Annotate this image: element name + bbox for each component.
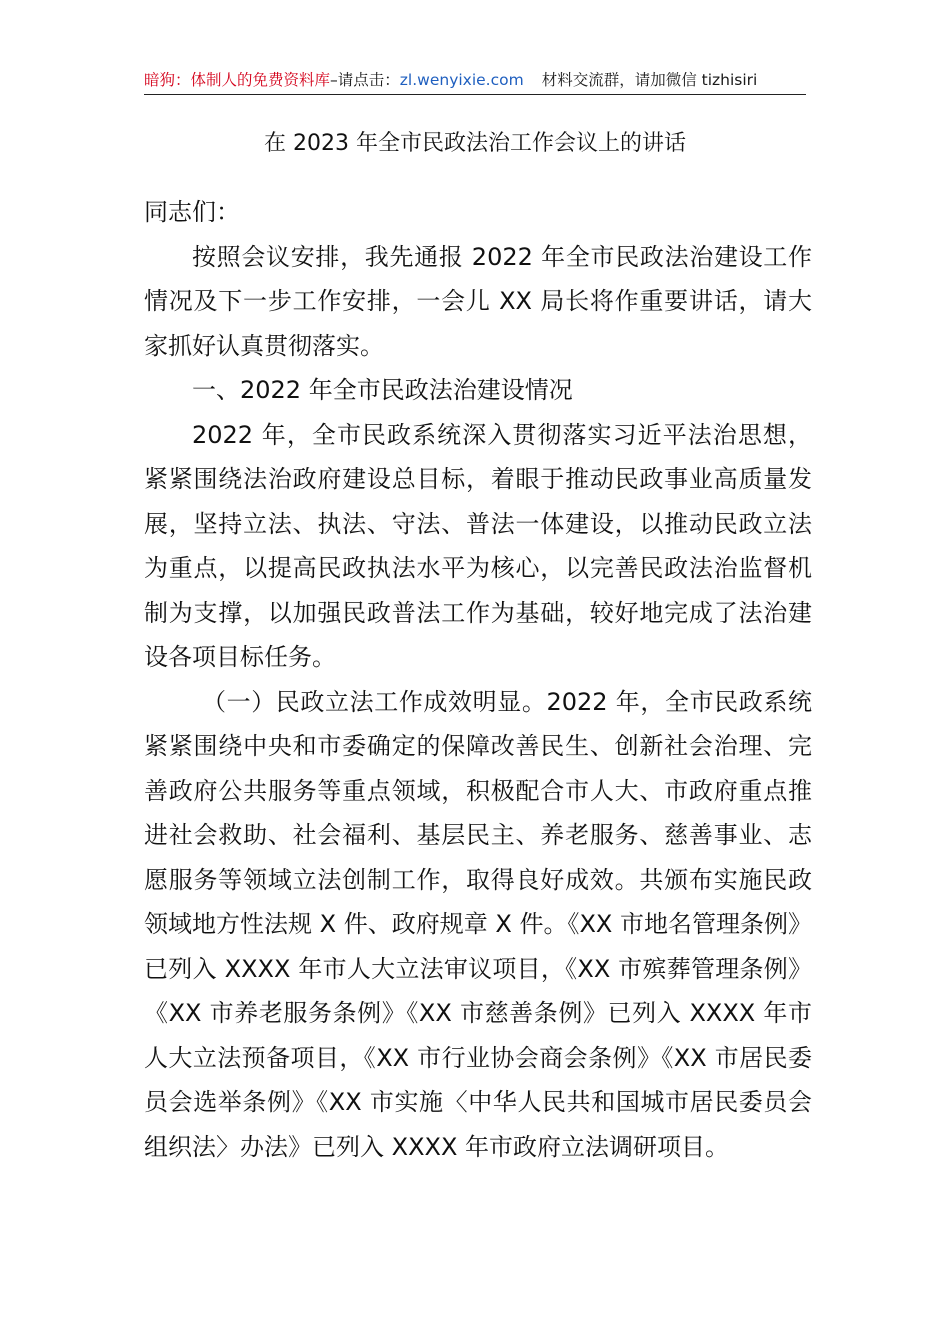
page-header <box>144 66 806 95</box>
header-wechat-note: 材料交流群，请加微信 tizhisiri <box>541 71 758 89</box>
salutation: 同志们： <box>144 198 240 226</box>
section-heading: 一、2022 年全市民政法治建设情况 <box>192 376 573 404</box>
paragraph-intro: 按照会议安排，我先通报 2022 年全市民政法治建设工作情况及下一步工作安排，一会儿 XX 局长将作重要讲话，请大家抓好认真贯彻落实。 <box>144 242 812 360</box>
header-link[interactable]: zl.wenyixie.com <box>399 71 524 89</box>
paragraph-overview: 2022 年，全市民政系统深入贯彻落实习近平法治思想，紧紧围绕法治政府建设总目标，着眼于推动民政事业高质量发展，坚持立法、执法、守法、普法一体建设，以推动民政立法为重点，以提高民政执法水平为核心，以完善民政法治监督机制为支撑，以加强民政普法工作为基础，较好地完成了法治建设各项目标任务。 <box>144 420 812 671</box>
document-body <box>144 190 812 1169</box>
header-brand: 暗狗：体制人的免费资料库 <box>144 71 331 89</box>
paragraph-legislation: （一）民政立法工作成效明显。2022 年，全市民政系统紧紧围绕中央和市委确定的保障改善民生、创新社会治理、完善政府公共服务等重点领域，积极配合市人大、市政府重点推进社会救助、社会福利、基层民主、养老服务、慈善事业、志愿服务等领域立法创制工作，取得良好成效。共颁布实施民政领域地方性法规 X 件、政府规章 X 件。《XX 市地名管理条例》已列入 XXXX 年市人大立法审议项目，《XX 市殡葬管理条例》《XX 市养老服务条例》《XX 市慈善条例》已列入 XXXX 年市人大立法预备项目，《XX 市行业协会商会条例》《XX 市居民委员会选举条例》《XX 市实施〈中华人民共和国城市居民委员会组织法〉办法》已列入 XXXX 年市政府立法调研项目。 <box>144 687 812 1161</box>
header-dash-label: –请点击： <box>330 71 400 89</box>
document-title: 在 2023 年全市民政法治工作会议上的讲话 <box>264 131 686 156</box>
